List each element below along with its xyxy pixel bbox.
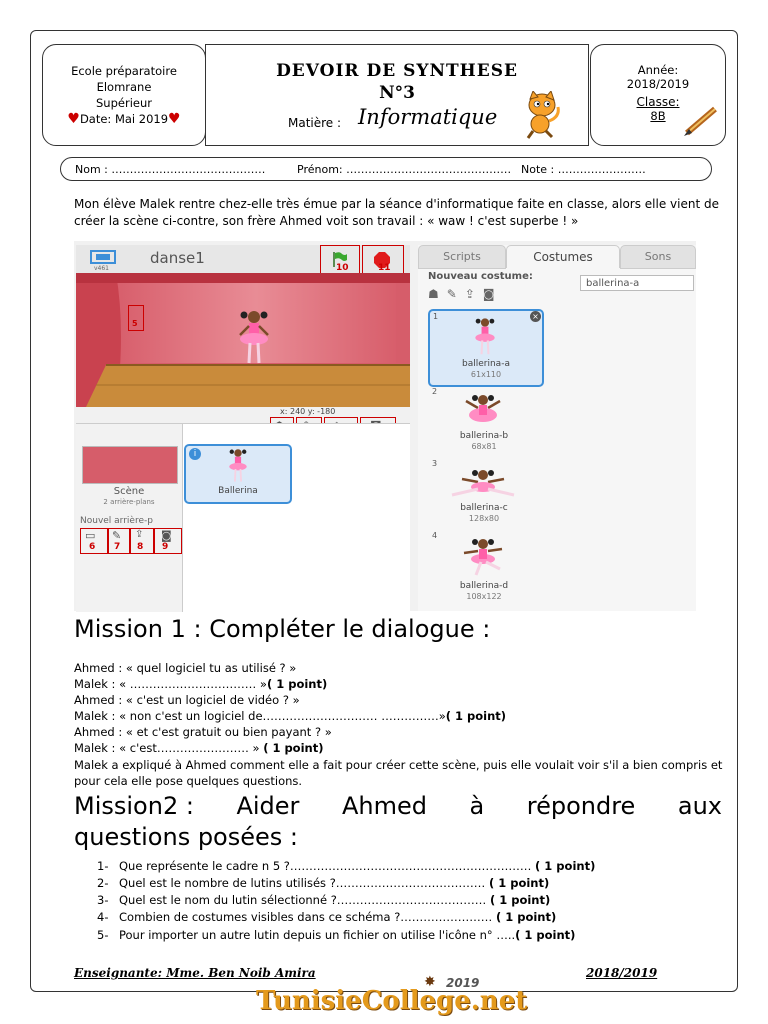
pencil-icon bbox=[683, 105, 719, 137]
marker-number-9: 9 bbox=[162, 542, 169, 552]
costume-item[interactable] bbox=[428, 387, 540, 453]
costume-name: ballerina-a bbox=[462, 359, 510, 369]
exam-date: ♥Date: Mai 2019♥ bbox=[67, 111, 181, 127]
new-costume-label: Nouveau costume: bbox=[428, 271, 533, 282]
ballerina-b-icon bbox=[464, 393, 502, 427]
mouse-coords: x: 240 y: -180 bbox=[280, 407, 336, 416]
new-backdrop-tools bbox=[80, 528, 180, 554]
tab-scripts[interactable]: Scripts bbox=[418, 245, 506, 269]
palm-tree-icon: ✸ bbox=[424, 974, 436, 990]
marker-number-6: 6 bbox=[89, 542, 96, 552]
subject-value: Informatique bbox=[358, 105, 498, 129]
school-box bbox=[42, 44, 206, 146]
fullscreen-icon[interactable] bbox=[90, 250, 116, 264]
scratch-screenshot bbox=[74, 241, 696, 611]
marker-number-8: 8 bbox=[137, 542, 144, 552]
costume-item[interactable] bbox=[428, 531, 540, 605]
costume-size: 68x81 bbox=[471, 442, 497, 451]
costume-index: 3 bbox=[432, 459, 438, 468]
marker-number-10: 10 bbox=[336, 263, 349, 273]
stage-thumb-column bbox=[76, 424, 183, 612]
version-label: v461 bbox=[94, 265, 110, 272]
mission2-title-line1: Mission2 : Aider Ahmed à répondre aux bbox=[74, 792, 722, 820]
exam-number: N°3 bbox=[379, 83, 415, 103]
question-2: 2- Quel est le nombre de lutins utilisés ?………………………………… ( 1 point) bbox=[97, 876, 550, 890]
marker-number-7: 7 bbox=[114, 542, 121, 552]
points-label: ( 1 point) bbox=[263, 741, 324, 755]
costume-index: 4 bbox=[432, 531, 438, 540]
dialogue-line: Malek : « …………………………… »( 1 point) bbox=[74, 677, 328, 691]
costume-item-selected[interactable] bbox=[428, 309, 544, 387]
ballerina-sprite[interactable] bbox=[236, 309, 272, 367]
camera-backdrop-icon[interactable]: ◙ bbox=[161, 529, 172, 542]
paint-costume-icon[interactable]: ✎ bbox=[446, 287, 465, 301]
subject-label: Matière : bbox=[288, 116, 342, 130]
costume-name-input[interactable]: ballerina-a bbox=[580, 275, 694, 291]
school-line: Ecole préparatoire bbox=[71, 64, 177, 78]
dialogue-line: Malek : « c'est…………………… » ( 1 point) bbox=[74, 741, 324, 755]
editor-panel bbox=[418, 245, 696, 611]
costume-index: 2 bbox=[432, 387, 438, 396]
heart-icon: ♥ bbox=[168, 111, 181, 127]
costume-name: ballerina-c bbox=[460, 503, 508, 513]
logo-year: 2019 bbox=[446, 976, 480, 990]
intro-paragraph: Mon élève Malek rentre chez-elle très émue par la séance d'informatique faite en classe, alors elle vient de créer la scène ci-contre, son frère Ahmed voit son travail : « waw ! c'est superbe ! » bbox=[74, 197, 719, 228]
ballerina-thumb-icon bbox=[224, 448, 252, 484]
question-4: 4- Combien de costumes visibles dans ce schéma ?…………………… ( 1 point) bbox=[97, 910, 557, 924]
mission2-title-line2: questions posées : bbox=[74, 823, 298, 851]
costume-index: 1 bbox=[433, 312, 439, 321]
teacher-name: Enseignante: Mme. Ben Noib Amira bbox=[74, 966, 316, 980]
costume-size: 128x80 bbox=[468, 514, 500, 523]
grade-field[interactable]: Note : …………………… bbox=[521, 163, 646, 176]
project-title: danse1 bbox=[150, 249, 205, 267]
question-5: 5- Pour importer un autre lutin depuis un fichier on utilise l'icône n° …..( 1 point) bbox=[97, 928, 576, 942]
close-icon[interactable]: × bbox=[530, 311, 541, 322]
points-label: ( 1 point) bbox=[445, 709, 507, 723]
camera-costume-icon[interactable]: ◙ bbox=[482, 287, 503, 301]
new-backdrop-label: Nouvel arrière-p bbox=[80, 516, 153, 526]
student-info-bar bbox=[60, 157, 712, 181]
dialogue-line: Ahmed : « et c'est gratuit ou bien payant ? » bbox=[74, 725, 332, 739]
tab-sounds[interactable]: Sons bbox=[620, 245, 696, 269]
heart-icon: ♥ bbox=[67, 111, 80, 127]
tab-costumes[interactable]: Costumes bbox=[506, 245, 620, 268]
school-line: Elomrane bbox=[96, 80, 152, 94]
info-icon[interactable]: i bbox=[189, 448, 201, 460]
explanation-paragraph: Malek a expliqué à Ahmed comment elle a fait pour créer cette scène, puis elle voulait voir s'il a bien compris et pour cela elle pose quelques questions. bbox=[74, 758, 723, 788]
ballerina-d-icon bbox=[458, 537, 508, 577]
sprite-thumb-ballerina[interactable] bbox=[184, 444, 292, 504]
class-label: Classe: bbox=[636, 95, 680, 109]
footer-year: 2018/2019 bbox=[586, 966, 658, 980]
ballerina-c-icon bbox=[448, 469, 518, 499]
backdrop-library-icon[interactable]: ▭ bbox=[85, 529, 96, 542]
costume-size: 108x122 bbox=[466, 592, 502, 601]
costume-item[interactable] bbox=[428, 459, 540, 525]
upload-costume-icon[interactable]: ⇪ bbox=[464, 287, 483, 301]
year-box bbox=[590, 44, 726, 146]
firstname-field[interactable]: Prénom: ……………………………………… bbox=[297, 163, 512, 176]
title-box bbox=[205, 44, 589, 146]
costume-library-icon[interactable]: ☗ bbox=[428, 287, 447, 301]
year-value: 2018/2019 bbox=[626, 77, 690, 91]
costume-name: ballerina-b bbox=[459, 431, 509, 441]
class-value: 8B bbox=[650, 109, 666, 123]
marker-number-11: 11 bbox=[378, 263, 391, 273]
year-label: Année: bbox=[637, 63, 679, 77]
sprite-pane bbox=[76, 423, 410, 612]
question-3: 3- Quel est le nom du lutin sélectionné ?………………………………… ( 1 point) bbox=[97, 893, 551, 907]
upload-backdrop-icon[interactable]: ⇪ bbox=[135, 529, 144, 540]
dialogue-line: Ahmed : « c'est un logiciel de vidéo ? » bbox=[74, 693, 300, 707]
question-1: 1- Que représente le cadre n 5 ?……………………………………………………… ( 1 point) bbox=[97, 859, 596, 873]
name-field[interactable]: Nom : …………………………………… bbox=[75, 163, 266, 176]
new-costume-tools bbox=[428, 287, 558, 303]
dialogue-line: Ahmed : « quel logiciel tu as utilisé ? » bbox=[74, 661, 297, 675]
ballerina-a-icon bbox=[470, 317, 500, 357]
costume-size: 61x110 bbox=[470, 370, 502, 379]
stage[interactable] bbox=[76, 273, 410, 407]
points-label: ( 1 point) bbox=[266, 677, 328, 691]
exam-title: DEVOIR DE SYNTHESE bbox=[276, 61, 518, 81]
mission1-title: Mission 1 : Compléter le dialogue : bbox=[74, 615, 491, 643]
sprite-name-label: Ballerina bbox=[218, 486, 258, 496]
dialogue-line: Malek : « non c'est un logiciel de………………………… ……………»( 1 point) bbox=[74, 709, 507, 723]
backdrop-count: 2 arrière-plans bbox=[103, 498, 155, 506]
site-logo: TunisieCollege.net bbox=[256, 986, 528, 1016]
stage-label: Scène bbox=[113, 486, 145, 497]
costume-name: ballerina-d bbox=[459, 581, 509, 591]
school-line: Supérieur bbox=[96, 96, 152, 110]
marker-number-5: 5 bbox=[132, 319, 138, 328]
scratch-cat-icon bbox=[520, 91, 564, 139]
stage-thumbnail[interactable] bbox=[82, 446, 178, 484]
paint-backdrop-icon[interactable]: ✎ bbox=[112, 529, 122, 542]
